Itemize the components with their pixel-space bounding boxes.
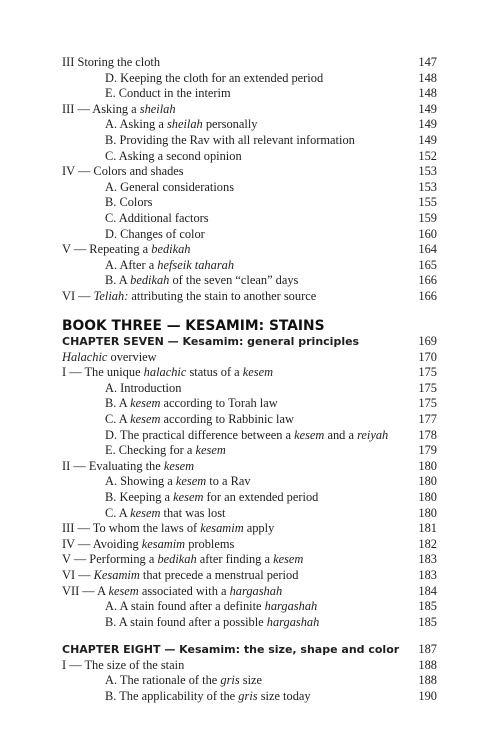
entry-title: E. Conduct in the interim: [105, 86, 231, 101]
toc-subentry: [105, 599, 437, 615]
entry-title: C. Asking a second opinion: [105, 148, 242, 163]
toc-subentry: [105, 474, 437, 490]
toc-entry: [62, 289, 437, 305]
entry-title: I — The size of the stain: [62, 657, 185, 672]
chapter-title: CHAPTER EIGHT — Kesamim: the size, shape and color: [62, 643, 400, 656]
page-number: 175: [418, 365, 437, 380]
entry-title: D. Keeping the cloth for an extended period: [105, 70, 324, 85]
toc-subentry: [105, 490, 437, 506]
entry-title: I — The unique halachic status of a kesem: [62, 365, 274, 380]
page-number: 187: [418, 642, 437, 656]
entry-title: A. The rationale of the gris size: [105, 673, 263, 688]
toc-subentry: [105, 227, 437, 243]
toc-entry: [62, 537, 437, 553]
page-number: 155: [418, 195, 437, 210]
toc-subentry: [105, 86, 437, 102]
toc-subentry: [105, 381, 437, 397]
toc-entry: [62, 552, 437, 568]
page-number: 180: [418, 490, 437, 504]
entry-title: A. Asking a sheilah personally: [105, 117, 258, 132]
entry-title: A. A stain found after a definite hargashah: [105, 599, 318, 614]
entry-title: III Storing the cloth: [62, 55, 161, 69]
page-number: 188: [418, 657, 437, 672]
toc-entry: [62, 459, 437, 475]
toc-subentry: [105, 428, 437, 444]
entry-title: VI — Kesamim that precede a menstrual period: [62, 568, 299, 582]
toc-subentry: [105, 506, 437, 522]
page-number: 165: [418, 257, 437, 272]
entry-title: A. General considerations: [105, 179, 235, 194]
page-number: 149: [418, 101, 437, 116]
toc-entry: [62, 242, 437, 258]
page-number: 175: [418, 396, 437, 411]
page-number: 185: [418, 614, 437, 629]
entry-title: B. A bedikah of the seven “clean” days: [105, 273, 299, 288]
page-number: 164: [418, 242, 437, 257]
page-number: 169: [418, 334, 437, 348]
chapter-heading: [62, 642, 437, 658]
book-heading: BOOK THREE — KESAMIM: STAINS: [62, 318, 325, 334]
page-number: 179: [418, 443, 437, 458]
toc-entry: [62, 584, 437, 600]
toc-subentry: [105, 412, 437, 428]
entry-title: IV — Avoiding kesamim problems: [62, 536, 235, 551]
entry-title: B. Colors: [105, 195, 153, 210]
toc-subentry: [105, 615, 437, 631]
page-number: 182: [418, 536, 437, 551]
page-number: 177: [418, 412, 437, 426]
page-number: 149: [418, 133, 437, 147]
entry-title: VI — Teliah: attributing the stain to another source: [62, 289, 317, 303]
entry-title: D. Changes of color: [105, 226, 205, 241]
page-number: 148: [418, 86, 437, 101]
entry-title: II — Evaluating the kesem: [62, 458, 195, 473]
page-number: 166: [418, 273, 437, 288]
toc-entry: [62, 55, 437, 71]
toc-subentry: [105, 133, 437, 149]
toc-entry: [62, 164, 437, 180]
page-number: 149: [418, 117, 437, 132]
entry-title: C. A kesem that was lost: [105, 505, 226, 520]
page-number: 152: [418, 148, 437, 163]
toc-subentry: [105, 396, 437, 412]
entry-title: Halachic overview: [62, 349, 157, 364]
page-number: 178: [418, 427, 437, 442]
page-number: 185: [418, 599, 437, 614]
toc-subentry: [105, 689, 437, 705]
entry-title: A. Introduction: [105, 380, 182, 395]
toc-subentry: [105, 258, 437, 274]
entry-title: A. Showing a kesem to a Rav: [105, 474, 251, 489]
page-number: 180: [418, 505, 437, 520]
entry-title: B. Keeping a kesem for an extended period: [105, 490, 319, 504]
chapter-heading: [62, 334, 437, 350]
page-number: 147: [418, 55, 437, 69]
toc-subentry: [105, 180, 437, 196]
entry-title: E. Checking for a kesem: [105, 443, 226, 458]
entry-title: B. A kesem according to Torah law: [105, 396, 278, 411]
page-number: 166: [418, 289, 437, 303]
page-number: 180: [418, 458, 437, 473]
entry-title: IV — Colors and shades: [62, 164, 184, 179]
entry-title: B. Providing the Rav with all relevant information: [105, 133, 355, 147]
entry-title: V — Performing a bedikah after finding a kesem: [62, 552, 304, 567]
toc-entry: [62, 568, 437, 584]
page-number: 190: [418, 688, 437, 703]
entry-title: A. After a hefseik taharah: [105, 257, 235, 272]
chapter-title: CHAPTER SEVEN — Kesamim: general principles: [62, 335, 360, 348]
toc-entry: [62, 350, 437, 366]
toc-entry: [62, 102, 437, 118]
entry-title: C. Additional factors: [105, 211, 209, 225]
page-number: 175: [418, 380, 437, 395]
toc-subentry: [105, 273, 437, 289]
page-number: 183: [418, 552, 437, 567]
entry-title: B. The applicability of the gris size today: [105, 688, 311, 703]
toc-subentry: [105, 71, 437, 87]
page-number: 170: [418, 349, 437, 364]
toc-entry: [62, 658, 437, 674]
entry-title: V — Repeating a bedikah: [62, 242, 191, 257]
page-number: 180: [418, 474, 437, 489]
entry-title: III — Asking a sheilah: [62, 101, 176, 116]
page-number: 181: [418, 521, 437, 536]
page-number: 184: [418, 583, 437, 598]
page-number: 188: [418, 673, 437, 688]
page-number: 153: [418, 164, 437, 179]
toc-entry: [62, 365, 437, 381]
page-number: 153: [418, 179, 437, 194]
toc-subentry: [105, 117, 437, 133]
page-number: 183: [418, 568, 437, 582]
entry-title: VII — A kesem associated with a hargashah: [62, 583, 283, 598]
toc-subentry: [105, 195, 437, 211]
entry-title: B. A stain found after a possible hargashah: [105, 614, 320, 629]
entry-title: III — To whom the laws of kesamim apply: [62, 521, 275, 536]
entry-title: D. The practical difference between a kesem and a reiyah: [105, 427, 389, 442]
toc-entry: [62, 521, 437, 537]
page-number: 160: [418, 226, 437, 241]
toc-subentry: [105, 443, 437, 459]
page-number: 148: [418, 70, 437, 85]
page-number: 159: [418, 211, 437, 225]
toc-subentry: [105, 211, 437, 227]
entry-title: C. A kesem according to Rabbinic law: [105, 412, 294, 426]
toc-subentry: [105, 149, 437, 165]
toc-subentry: [105, 673, 437, 689]
